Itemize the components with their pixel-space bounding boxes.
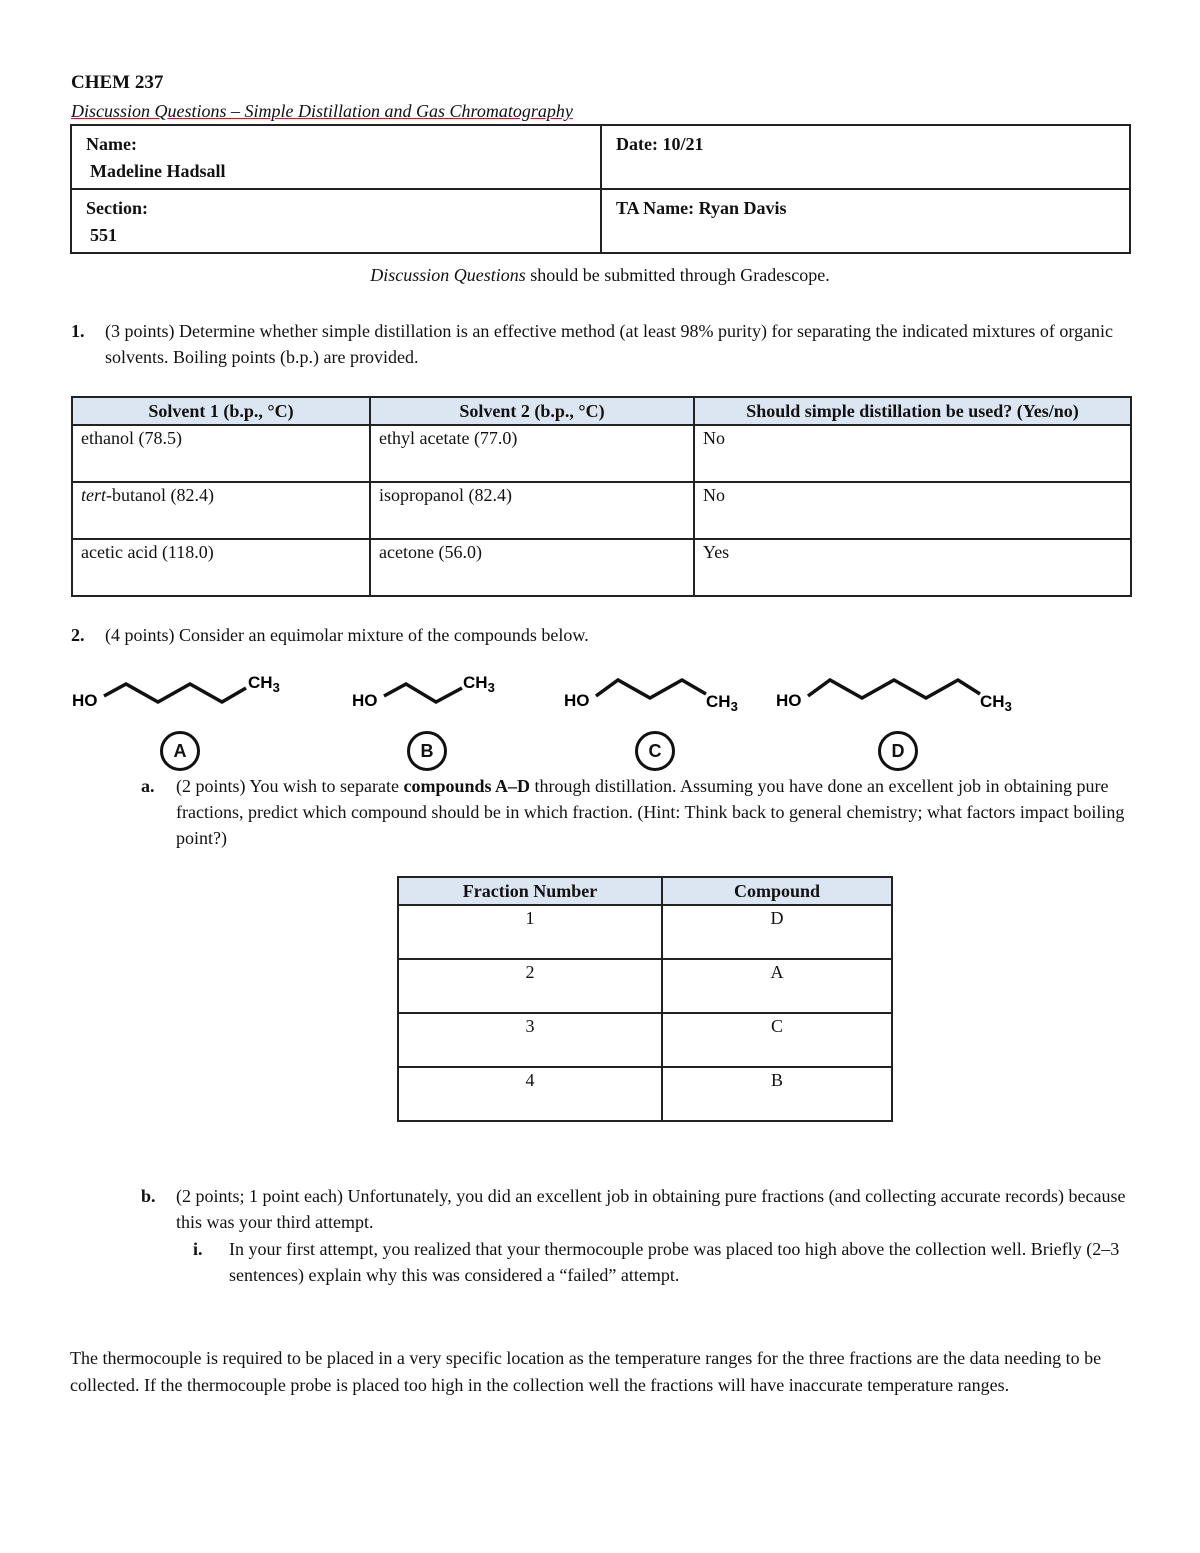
question-2a-text: (2 points) You wish to separate compounds A–D through distillation. Assuming you have done an excellent job in obtaining pure fractions, predict which compound should be in which fraction. (Hint: Think back to general chemistry; what factors impact boiling point?) (176, 776, 1125, 848)
question-2b-number: b. (141, 1186, 156, 1206)
table-row (398, 1067, 892, 1121)
question-1 (71, 318, 1131, 370)
name-cell (71, 125, 601, 189)
compound-cell: A (662, 959, 892, 1013)
question-1-number: 1. (71, 321, 85, 341)
molecule-d-ho: HO (776, 691, 802, 710)
solvent-1-cell: acetic acid (118.0) (72, 539, 370, 596)
date-label: Date: 10/21 (616, 134, 704, 154)
section-label: Section: (86, 198, 148, 218)
submission-note (0, 265, 1200, 286)
fraction-cell: 4 (398, 1067, 662, 1121)
student-info-table (70, 124, 1131, 254)
question-2-number: 2. (71, 625, 85, 645)
document-subtitle: Discussion Questions – Simple Distillation and Gas Chromatography (71, 101, 573, 121)
fraction-table (397, 876, 893, 1122)
molecule-d-ch3: $CH_3$ (980, 692, 1012, 714)
course-title: CHEM 237 (71, 72, 164, 93)
table-row (398, 1013, 892, 1067)
fraction-table-header-1: Fraction Number (398, 877, 662, 905)
fraction-cell: 1 (398, 905, 662, 959)
solvent-1-cell: ethanol (78.5) (72, 425, 370, 482)
table-row (72, 539, 1131, 596)
question-2b-text: (2 points; 1 point each) Unfortunately, you did an excellent job in obtaining pure fractions (and collecting accurate records) because this was your third attempt. (176, 1186, 1126, 1232)
name-value: Madeline Hadsall (90, 161, 226, 181)
question-1-text: (3 points) Determine whether simple distillation is an effective method (at least 98% purity) for separating the indicated mixtures of organic solvents. Boiling points (b.p.) are provided. (105, 321, 1114, 367)
compound-cell: C (662, 1013, 892, 1067)
molecule-b-label: B (407, 731, 447, 771)
solvent-2-cell: ethyl acetate (77.0) (370, 425, 694, 482)
ta-cell (601, 189, 1130, 253)
question-2 (71, 622, 1131, 648)
section-cell (71, 189, 601, 253)
molecule-c-ho: HO (564, 691, 590, 710)
molecule-a-structure (70, 668, 300, 714)
answer-text: The thermocouple is required to be placed in a very specific location as the temperature ranges for the three fractions are the data needing to be collected. If the thermocouple probe is placed too high in the collection well the fractions will have inaccurate temperature ranges. (70, 1348, 1102, 1395)
molecule-c-ch3: $CH_3$ (706, 692, 738, 714)
fraction-cell: 2 (398, 959, 662, 1013)
molecule-d-structure (774, 668, 1034, 714)
question-2b-i-number: i. (193, 1239, 203, 1259)
question-2b (141, 1183, 1131, 1235)
section-value: 551 (90, 225, 117, 245)
question-2b-i-text: In your first attempt, you realized that your thermocouple probe was placed too high above the collection well. Briefly (2–3 sentences) explain why this was considered a “failed” attempt. (229, 1239, 1120, 1285)
answer-cell: No (694, 425, 1131, 482)
fraction-table-header-2: Compound (662, 877, 892, 905)
solvent-2-cell: acetone (56.0) (370, 539, 694, 596)
compound-cell: D (662, 905, 892, 959)
question-2b-i (193, 1236, 1123, 1288)
molecule-a-label: A (160, 731, 200, 771)
molecule-d-label: D (878, 731, 918, 771)
molecule-b-ch3: $CH_3$ (463, 673, 495, 695)
table-row (398, 905, 892, 959)
name-label: Name: (86, 134, 137, 154)
question-2-text: (4 points) Consider an equimolar mixture of the compounds below. (105, 625, 589, 645)
molecule-c-structure (562, 668, 762, 714)
molecule-c-label: C (635, 731, 675, 771)
solvent-table-header-2: Solvent 2 (b.p., °C) (370, 397, 694, 425)
solvent-1-cell: tert-butanol (82.4) (72, 482, 370, 539)
answer-cell: No (694, 482, 1131, 539)
solvent-table (71, 396, 1132, 597)
table-row (72, 425, 1131, 482)
ta-label: TA Name: Ryan Davis (616, 198, 787, 218)
question-2a (141, 773, 1131, 851)
compound-cell: B (662, 1067, 892, 1121)
table-row (398, 959, 892, 1013)
molecule-b-structure (350, 668, 520, 714)
solvent-table-header-1: Solvent 1 (b.p., °C) (72, 397, 370, 425)
question-2a-number: a. (141, 776, 155, 796)
date-cell (601, 125, 1130, 189)
molecule-b-ho: HO (352, 691, 378, 710)
submission-note-emphasis: Discussion Questions (370, 265, 526, 285)
table-row (72, 482, 1131, 539)
molecule-a-ho: HO (72, 691, 98, 710)
submission-note-rest: should be submitted through Gradescope. (525, 265, 830, 285)
solvent-2-cell: isopropanol (82.4) (370, 482, 694, 539)
answer-cell: Yes (694, 539, 1131, 596)
molecule-a-ch3: $CH_3$ (248, 673, 280, 695)
fraction-cell: 3 (398, 1013, 662, 1067)
solvent-table-header-3: Should simple distillation be used? (Yes/no) (694, 397, 1131, 425)
